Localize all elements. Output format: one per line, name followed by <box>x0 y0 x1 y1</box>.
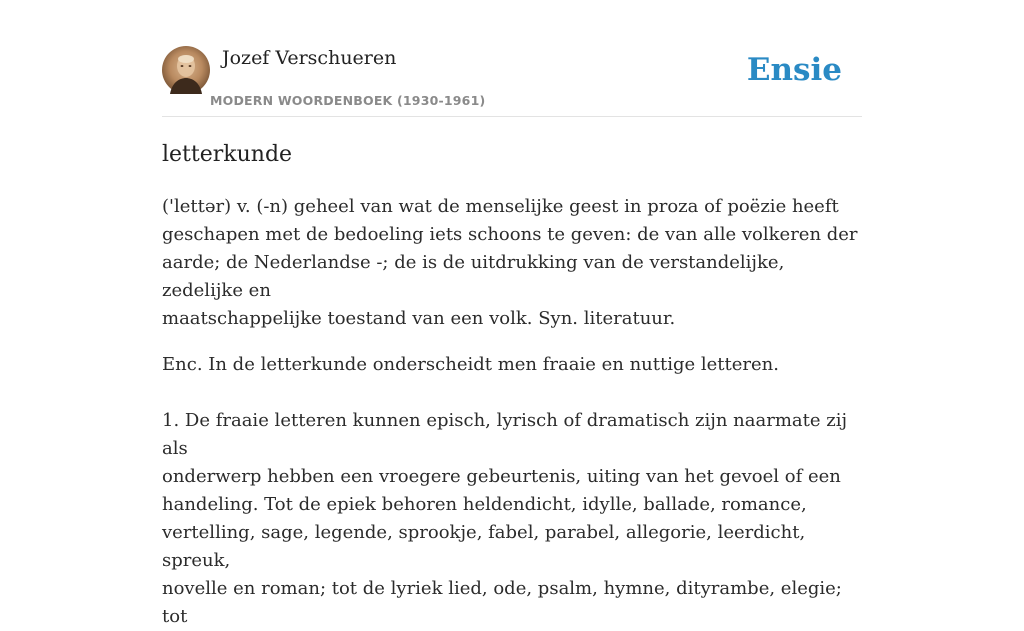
brand-logo[interactable]: Ensie <box>746 52 842 88</box>
encyclopedic-paragraph: 1. De fraaie letteren kunnen episch, lyrisch of dramatisch zijn naarmate zij als onderwerp hebben een vroegere gebeurtenis, uiting van het gevoel of een handeling. Tot de epiek behoren heldendicht, idylle, ballade, romance, vertelling, sage, legende, sprookje, fabel, parabel, allegorie, leerdicht, spreuk, novelle en roman; tot de lyriek lied, ode, psalm, hymne, dityrambe, elegie; tot <box>162 410 848 627</box>
entry-title: letterkunde <box>162 142 293 167</box>
source-label[interactable]: MODERN WOORDENBOEK (1930-1961) <box>210 93 486 108</box>
portrait-icon <box>162 46 210 94</box>
header <box>162 46 862 117</box>
entry-content <box>162 193 862 631</box>
definition-paragraph: ('lettər) v. (-n) geheel van wat de menselijke geest in proza of poëzie heeft geschapen met de bedoeling iets schoons te geven: de van alle volkeren der aarde; de Nederlandse -; de is de uitdrukking van de verstandelijke, zedelijke en maatschappelijke toestand van een volk. Syn. literatuur. <box>162 196 858 329</box>
encyclopedic-intro-paragraph: Enc. In de letterkunde onderscheidt men fraaie en nuttige letteren. <box>162 354 779 375</box>
avatar[interactable] <box>162 46 210 94</box>
author-name[interactable]: Jozef Verschueren <box>222 47 397 69</box>
